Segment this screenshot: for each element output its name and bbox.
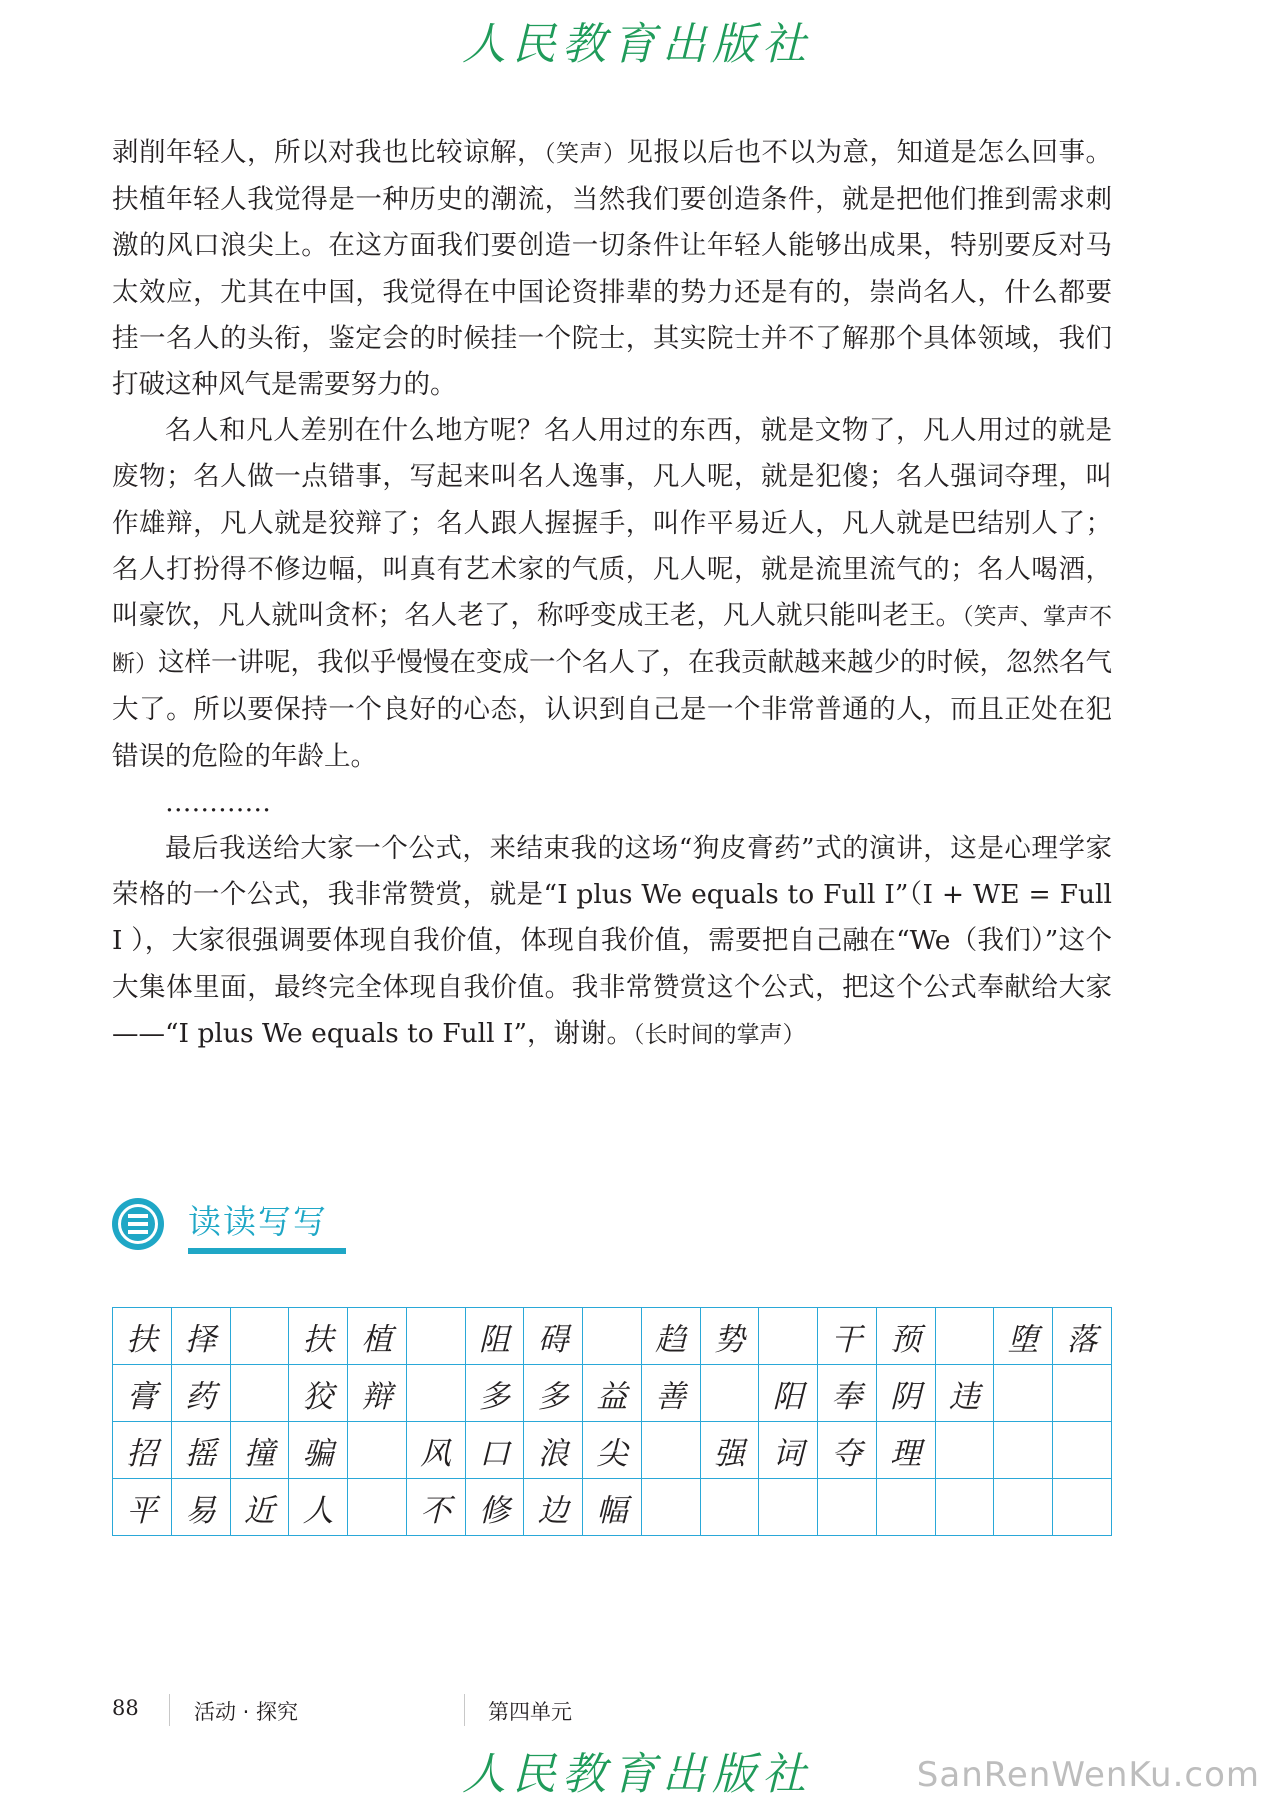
section-underline (188, 1248, 346, 1254)
grid-cell: 口 (465, 1422, 524, 1479)
grid-cell (641, 1422, 700, 1479)
grid-cell (641, 1479, 700, 1536)
grid-cell (818, 1479, 877, 1536)
watermark: SanRenWenKu.com (916, 1755, 1260, 1795)
grid-cell (759, 1308, 818, 1365)
grid-row (113, 1365, 1112, 1422)
grid-cell: 不 (406, 1479, 465, 1536)
grid-cell (406, 1308, 465, 1365)
grid-cell: 辩 (348, 1365, 407, 1422)
grid-cell: 益 (583, 1365, 642, 1422)
grid-cell (994, 1365, 1053, 1422)
footer-divider (169, 1694, 170, 1726)
grid-cell: 幅 (583, 1479, 642, 1536)
grid-cell (700, 1365, 759, 1422)
grid-cell (994, 1422, 1053, 1479)
grid-cell: 落 (1053, 1308, 1112, 1365)
grid-cell: 招 (113, 1422, 172, 1479)
grid-cell: 势 (700, 1308, 759, 1365)
grid-cell: 趋 (641, 1308, 700, 1365)
grid-cell: 浪 (524, 1422, 583, 1479)
paragraph-1 (112, 130, 1112, 408)
grid-cell: 碍 (524, 1308, 583, 1365)
paragraph-text: 最后我送给大家一个公式，来结束我的这场“狗皮膏药”式的演讲，这是心理学家荣格的一个公式，我非常赞赏，就是“I plus We equals to Full I”（I + WE = Full I ），大家很强调要体现自我价值，体现自我价值，需要把自己融在“We（我们）”这个大集体里面，最终完全体现自我价值。我非常赞赏这个公式，把这个公式奉献给大家——“I plus We equals to Full I”，谢谢。 (112, 833, 1112, 1049)
grid-cell: 夺 (818, 1422, 877, 1479)
vocabulary-grid (112, 1307, 1112, 1536)
grid-cell: 阴 (876, 1365, 935, 1422)
grid-cell (1053, 1479, 1112, 1536)
grid-cell: 多 (524, 1365, 583, 1422)
grid-cell: 堕 (994, 1308, 1053, 1365)
grid-cell: 近 (230, 1479, 289, 1536)
grid-cell: 膏 (113, 1365, 172, 1422)
grid-cell: 奉 (818, 1365, 877, 1422)
grid-cell: 违 (935, 1365, 994, 1422)
paragraph-text: 剥削年轻人，所以对我也比较谅解， (112, 137, 544, 168)
grid-cell: 撞 (230, 1422, 289, 1479)
grid-cell: 尖 (583, 1422, 642, 1479)
grid-cell: 扶 (289, 1308, 348, 1365)
grid-cell: 植 (348, 1308, 407, 1365)
paragraph-text: 见报以后也不以为意，知道是怎么回事。扶植年轻人我觉得是一种历史的潮流，当然我们要创造条件，就是把他们推到需求刺激的风口浪尖上。在这方面我们要创造一切条件让年轻人能够出成果，特别要反对马太效应，尤其在中国，我觉得在中国论资排辈的势力还是有的，崇尚名人，什么都要挂一名人的头衔，鉴定会的时候挂一个院士，其实院士并不了解那个具体领域，我们打破这种风气是需要努力的。 (112, 137, 1112, 401)
grid-cell (700, 1479, 759, 1536)
grid-cell: 多 (465, 1365, 524, 1422)
section-title: 读读写写 (188, 1202, 328, 1241)
grid-cell (1053, 1422, 1112, 1479)
article-body (112, 130, 1112, 1058)
grid-cell (935, 1479, 994, 1536)
footer-unit-label: 第四单元 (488, 1700, 572, 1724)
grid-cell (348, 1422, 407, 1479)
grid-cell (994, 1479, 1053, 1536)
section-header (112, 1196, 352, 1258)
grid-cell: 人 (289, 1479, 348, 1536)
footer-divider (464, 1694, 465, 1726)
grid-cell: 理 (876, 1422, 935, 1479)
grid-cell (583, 1308, 642, 1365)
grid-cell: 词 (759, 1422, 818, 1479)
stage-note: （笑声、掌声不断） (112, 604, 1113, 678)
grid-cell: 骗 (289, 1422, 348, 1479)
grid-cell: 易 (171, 1479, 230, 1536)
grid-cell: 择 (171, 1308, 230, 1365)
grid-cell: 平 (113, 1479, 172, 1536)
grid-cell: 预 (876, 1308, 935, 1365)
grid-cell (406, 1365, 465, 1422)
grid-row (113, 1308, 1112, 1365)
list-icon (112, 1198, 164, 1250)
grid-cell: 阻 (465, 1308, 524, 1365)
publisher-logo-bottom: 人民教育出版社 (462, 1749, 812, 1800)
grid-cell: 修 (465, 1479, 524, 1536)
grid-cell: 扶 (113, 1308, 172, 1365)
stage-note: （长时间的掌声） (633, 1021, 806, 1048)
stage-note: （笑声） (544, 141, 627, 167)
paragraph-2 (112, 408, 1112, 780)
grid-cell: 摇 (171, 1422, 230, 1479)
grid-cell (1053, 1365, 1112, 1422)
grid-cell (348, 1479, 407, 1536)
grid-cell: 阳 (759, 1365, 818, 1422)
grid-cell (230, 1365, 289, 1422)
grid-cell: 善 (641, 1365, 700, 1422)
grid-row (113, 1422, 1112, 1479)
grid-cell: 干 (818, 1308, 877, 1365)
grid-cell (935, 1308, 994, 1365)
grid-cell: 药 (171, 1365, 230, 1422)
grid-cell: 狡 (289, 1365, 348, 1422)
paragraph-text: 这样一讲呢，我似乎慢慢在变成一个名人了，在我贡献越来越少的时候，忽然名气大了。所以要保持一个良好的心态，认识到自己是一个非常普通的人，而且正处在犯错误的危险的年龄上。 (112, 647, 1112, 772)
page-number: 88 (112, 1696, 139, 1720)
footer-section-label: 活动 · 探究 (194, 1700, 299, 1724)
grid-cell: 边 (524, 1479, 583, 1536)
paragraph-text: 名人和凡人差别在什么地方呢？名人用过的东西，就是文物了，凡人用过的就是废物；名人做一点错事，写起来叫名人逸事，凡人呢，就是犯傻；名人强词夺理，叫作雄辩，凡人就是狡辩了；名人跟人握握手，叫作平易近人，凡人就是巴结别人了；名人打扮得不修边幅，叫真有艺术家的气质，凡人呢，就是流里流气的；名人喝酒，叫豪饮，凡人就叫贪杯；名人老了，称呼变成王老，凡人就只能叫老王。 (112, 415, 1112, 632)
grid-cell: 风 (406, 1422, 465, 1479)
ellipsis: ………… (165, 786, 271, 818)
grid-cell (230, 1308, 289, 1365)
paragraph-3 (112, 826, 1112, 1058)
grid-cell: 强 (700, 1422, 759, 1479)
publisher-logo-top: 人民教育出版社 (462, 19, 812, 70)
grid-cell (876, 1479, 935, 1536)
grid-cell (759, 1479, 818, 1536)
grid-row (113, 1479, 1112, 1536)
grid-cell (935, 1422, 994, 1479)
